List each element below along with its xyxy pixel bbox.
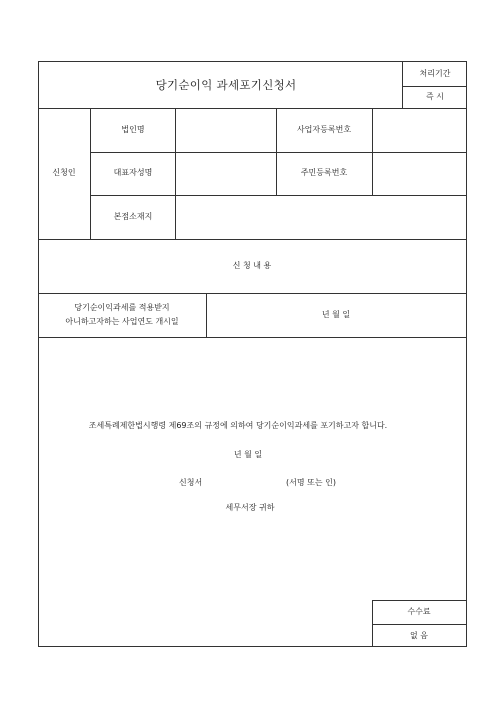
resident-reg-number-label: 주민등록번호 — [300, 168, 348, 177]
row-divider — [372, 624, 466, 625]
declaration-text: 조세특례제한법시행령 제69조의 규정에 의하여 당기순이익과세를 포기하고자 합니다. — [88, 421, 388, 430]
addressee: 세무서장 귀하 — [225, 503, 275, 512]
col-divider — [372, 600, 373, 646]
col-divider — [175, 108, 176, 239]
row-divider — [402, 86, 466, 87]
col-divider — [372, 108, 373, 195]
row-divider — [39, 239, 466, 240]
processing-period-value: 즉 시 — [426, 92, 444, 101]
row-divider — [90, 195, 466, 196]
corp-name-label: 법인명 — [121, 125, 145, 134]
processing-period-label: 처리기간 — [419, 69, 451, 78]
row-divider — [39, 337, 466, 338]
row-divider — [39, 293, 466, 294]
start-year-date: 년 월 일 — [321, 310, 351, 319]
col-divider — [402, 62, 403, 108]
sign-note: (서명 또는 인) — [286, 478, 336, 487]
applicant-sign-label: 신청서 — [179, 478, 203, 487]
representative-name-label: 대표자성명 — [113, 168, 153, 177]
row-divider — [90, 152, 466, 153]
fee-label: 수수료 — [407, 607, 431, 616]
tax-waiver-application-form — [38, 61, 467, 647]
content-header: 신 청 내 용 — [232, 261, 272, 270]
col-divider — [90, 108, 91, 239]
head-office-address-label: 본점소재지 — [113, 212, 153, 221]
col-divider — [276, 108, 277, 195]
start-year-label-line1: 당기순이익과세를 적용받지 — [74, 303, 170, 312]
row-divider — [372, 600, 466, 601]
business-reg-number-label: 사업자등록번호 — [296, 125, 352, 134]
fee-value: 없 음 — [410, 631, 428, 640]
start-year-label-line2: 아니하고자하는 사업연도 개시일 — [65, 317, 179, 326]
col-divider — [206, 293, 207, 337]
row-divider — [39, 108, 466, 109]
applicant-section-label: 신청인 — [52, 168, 76, 177]
sign-date: 년 월 일 — [233, 450, 263, 459]
form-title: 당기순이익 과세포기신청서 — [155, 78, 297, 92]
